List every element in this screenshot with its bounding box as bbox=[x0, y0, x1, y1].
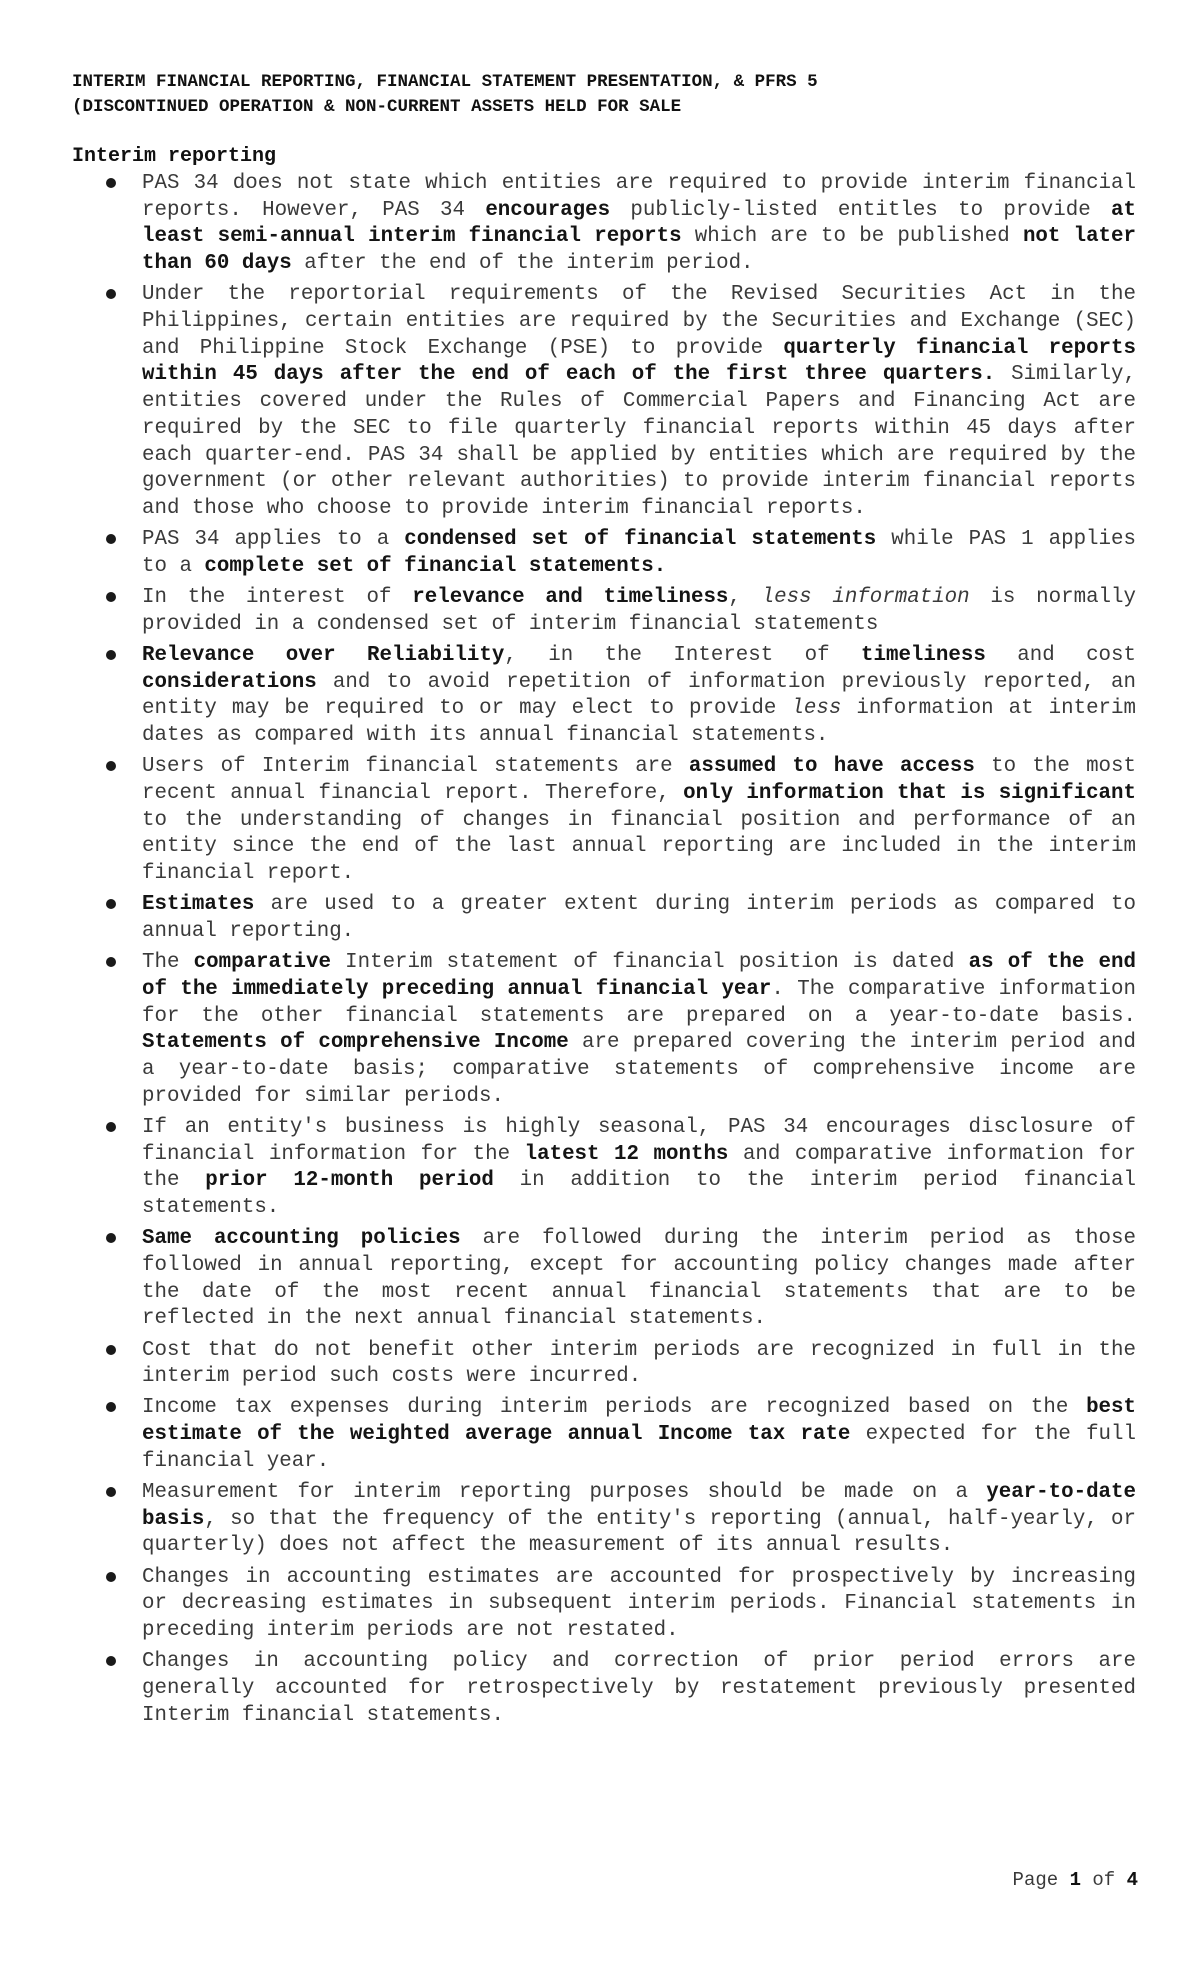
bullet-item bbox=[104, 1395, 1136, 1475]
bullet-dot-icon bbox=[106, 761, 116, 771]
bullet-dot-icon bbox=[106, 899, 116, 909]
document-title-line-2: (DISCONTINUED OPERATION & NON-CURRENT ASSETS HELD FOR SALE bbox=[72, 97, 682, 117]
bullet-dot-icon bbox=[106, 1122, 116, 1132]
bullet-text: Similarly, entities covered under the Rules of Commercial Papers and Financing Act are required by the SEC to file quarterly financial reports within 45 days after each quarter-end. PAS 34 shall be applied by entities which are required by the government (or other relevant authorities) to provide interim financial reports and those who choose to provide interim financial reports. bbox=[142, 363, 1136, 520]
page-total-number: 4 bbox=[1126, 1869, 1138, 1891]
bullet-text-bold: complete set of financial statements. bbox=[204, 554, 667, 578]
bullet-text: and cost bbox=[985, 643, 1136, 667]
bullet-item bbox=[104, 527, 1136, 580]
bullet-item bbox=[104, 1226, 1136, 1333]
bullet-item bbox=[104, 1115, 1136, 1222]
bullet-text: Measurement for interim reporting purposes should be made on a bbox=[142, 1481, 987, 1505]
bullet-text-italic: less bbox=[791, 697, 842, 721]
of-word: of bbox=[1092, 1869, 1116, 1891]
bullet-text-bold: relevance and timeliness bbox=[412, 586, 729, 610]
bullet-text-bold: latest 12 months bbox=[524, 1142, 729, 1166]
bullet-text: Interim statement of financial position is dated bbox=[330, 951, 969, 975]
bullet-text: , in the Interest of bbox=[504, 643, 862, 667]
bullet-item bbox=[104, 171, 1136, 278]
bullet-text-bold: Estimates bbox=[142, 893, 255, 917]
bullet-text: are used to a greater extent during interim periods as compared to annual reporting. bbox=[142, 893, 1136, 943]
bullet-text: . The comparative information for the other financial statements are prepared on a year-to-date basis. bbox=[142, 977, 1136, 1028]
bullet-dot-icon bbox=[106, 1487, 116, 1497]
bullet-text: In the interest of bbox=[142, 586, 413, 610]
page-word: Page bbox=[1012, 1869, 1059, 1891]
bullet-text: and to avoid repetition of information previously reported, an entity may be required to or may elect to provide bbox=[142, 670, 1136, 721]
section-heading: Interim reporting bbox=[72, 145, 277, 168]
bullet-text: information at interim dates as compared with its annual financial statements. bbox=[142, 697, 1136, 748]
bullet-text: expected for the full financial year. bbox=[142, 1423, 1136, 1473]
bullet-text-bold: quarterly financial reports within 45 days after the end of each of the first three quarters. bbox=[142, 336, 1136, 387]
bullet-dot-icon bbox=[106, 289, 116, 299]
bullet-dot-icon bbox=[106, 534, 116, 544]
bullet-item bbox=[104, 892, 1136, 945]
bullet-dot-icon bbox=[106, 957, 116, 967]
bullet-text-bold: prior 12-month period bbox=[205, 1169, 494, 1193]
bullet-text: to the understanding of changes in financial position and performance of an entity since the end of the last annual reporting are included in the interim financial report. bbox=[142, 808, 1136, 886]
bullet-text-bold: comparative bbox=[193, 951, 331, 975]
bullet-list bbox=[104, 171, 1136, 1734]
bullet-item bbox=[104, 585, 1136, 638]
bullet-text-bold: as of the end of the immediately preceding annual financial year bbox=[142, 951, 1136, 1001]
bullet-text: , bbox=[728, 586, 762, 610]
bullet-text-bold: year-to-date basis bbox=[142, 1481, 1136, 1531]
bullet-item bbox=[104, 643, 1136, 750]
bullet-text: are prepared covering the interim period and a year-to-date basis; comparative statements of comprehensive income are provided for similar periods. bbox=[142, 1031, 1137, 1108]
bullet-text: to the most recent annual financial report. Therefore, bbox=[142, 755, 1136, 805]
bullet-item bbox=[104, 1649, 1136, 1729]
bullet-text: Users of Interim financial statements are bbox=[142, 755, 689, 779]
bullet-item bbox=[104, 1338, 1136, 1391]
bullet-text-italic: less information bbox=[761, 586, 970, 610]
bullet-text-bold: assumed to have access bbox=[688, 755, 975, 779]
bullet-text: If an entity's business is highly seasonal, PAS 34 encourages disclosure of financial information for the bbox=[142, 1115, 1136, 1166]
bullet-text-bold: not later than 60 days bbox=[142, 225, 1136, 276]
bullet-text: PAS 34 applies to a bbox=[142, 528, 405, 552]
bullet-dot-icon bbox=[106, 1345, 116, 1355]
bullet-text-bold: timeliness bbox=[861, 643, 986, 667]
bullet-dot-icon bbox=[106, 650, 116, 660]
bullet-text-bold: Statements of comprehensive Income bbox=[142, 1031, 569, 1055]
bullet-item bbox=[104, 282, 1136, 522]
bullet-text: Changes in accounting policy and correction of prior period errors are generally accounted for retrospectively by restatement previously presented Interim financial statements. bbox=[142, 1650, 1136, 1727]
bullet-text-bold: at least semi-annual interim financial reports bbox=[142, 198, 1136, 249]
bullet-text: Cost that do not benefit other interim periods are recognized in full in the interim period such costs were incurred. bbox=[142, 1338, 1136, 1389]
document-title-line-1: INTERIM FINANCIAL REPORTING, FINANCIAL STATEMENT PRESENTATION, & PFRS 5 bbox=[72, 72, 818, 92]
document-title bbox=[72, 70, 1132, 120]
bullet-text-bold: Relevance over Reliability bbox=[142, 643, 505, 667]
bullet-dot-icon bbox=[106, 1572, 116, 1582]
bullet-item bbox=[104, 1480, 1136, 1560]
bullet-text: are followed during the interim period as those followed in annual reporting, except for accounting policy changes made after the date of the most recent annual financial statements that are to be reflected in the next annual financial statements. bbox=[142, 1227, 1136, 1331]
bullet-text: publicly-listed entitles to provide bbox=[610, 198, 1112, 222]
bullet-text: is normally provided in a condensed set of interim financial statements bbox=[142, 586, 1137, 636]
bullet-text: Under the reportorial requirements of the Revised Securities Act in the Philippines, certain entities are required by the Securities and Exchange (SEC) and Philippine Stock Exchange (PSE) to provide bbox=[142, 283, 1136, 360]
bullet-text: while PAS 1 applies to a bbox=[142, 528, 1136, 578]
bullet-text: after the end of the interim period. bbox=[291, 252, 754, 276]
bullet-text: Changes in accounting estimates are accounted for prospectively by increasing or decreasing estimates in subsequent interim periods. Financial statements in preceding interim periods are not restated. bbox=[142, 1565, 1136, 1643]
bullet-dot-icon bbox=[106, 1656, 116, 1666]
bullet-dot-icon bbox=[106, 592, 116, 602]
bullet-text-bold: only information that is significant bbox=[683, 781, 1136, 805]
bullet-item bbox=[104, 754, 1136, 888]
bullet-text-bold: considerations bbox=[142, 670, 317, 694]
bullet-text: in addition to the interim period financial statements. bbox=[142, 1169, 1136, 1220]
page-current-number: 1 bbox=[1069, 1869, 1081, 1891]
bullet-text-bold: best estimate of the weighted average annual Income tax rate bbox=[142, 1396, 1136, 1447]
bullet-text: PAS 34 does not state which entities are required to provide interim financial reports. However, PAS 34 bbox=[142, 172, 1136, 222]
bullet-dot-icon bbox=[106, 178, 116, 188]
bullet-dot-icon bbox=[106, 1233, 116, 1243]
bullet-text: which are to be published bbox=[681, 225, 1023, 249]
bullet-text: The bbox=[142, 951, 194, 975]
bullet-item bbox=[104, 950, 1136, 1110]
bullet-text-bold: condensed set of financial statements bbox=[404, 528, 877, 552]
bullet-text: Income tax expenses during interim periods are recognized based on the bbox=[142, 1396, 1087, 1420]
bullet-dot-icon bbox=[106, 1402, 116, 1412]
bullet-text: , so that the frequency of the entity's reporting (annual, half-yearly, or quarterly) does not affect the measurement of its annual results. bbox=[142, 1507, 1136, 1558]
page-footer bbox=[1013, 1868, 1138, 1892]
bullet-text-bold: Same accounting policies bbox=[142, 1227, 461, 1251]
bullet-item bbox=[104, 1565, 1136, 1645]
bullet-text: and comparative information for the bbox=[142, 1142, 1136, 1193]
bullet-text-bold: encourages bbox=[485, 198, 611, 222]
